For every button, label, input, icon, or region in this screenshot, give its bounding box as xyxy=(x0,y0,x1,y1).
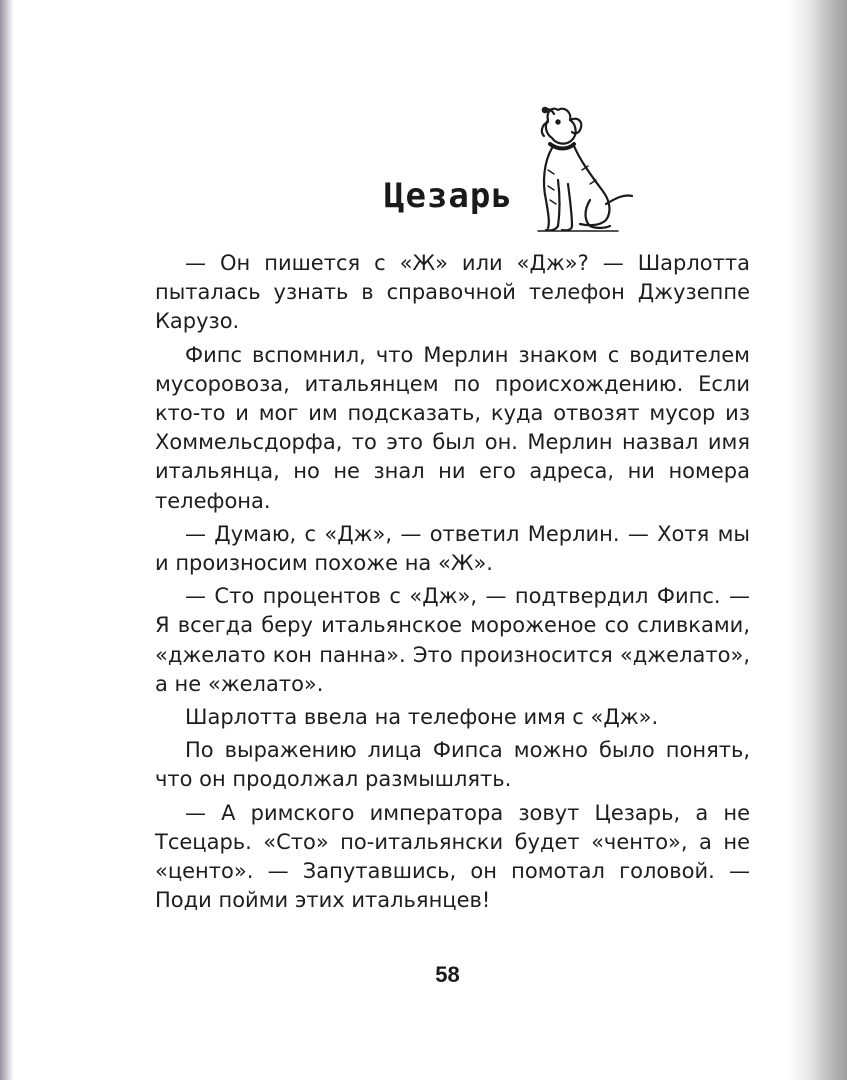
paragraph: — Он пишется с «Ж» или «Дж»? — Шарлотта пыталась узнать в справочной телефон Джузеппе Карузо. xyxy=(155,251,750,334)
paragraph: — А римского императора зовут Цезарь, а не Тсецарь. «Сто» по-итальянски будет «ченто», а не «центо». — Запутавшись, он помотал головой. — Поди пойми этих итальянцев! xyxy=(155,800,750,913)
paragraph: По выражению лица Фипса можно было понять, что он продолжал размышлять. xyxy=(155,738,750,792)
page-edge-left xyxy=(0,0,14,1080)
chapter-title: Цезарь xyxy=(384,176,513,216)
paragraph: — Сто процентов с «Дж», — подтвердил Фипс. — Я всегда беру итальянское мороженое со сливками, «джелато кон панна». Это произносится «джелато», а не «желато». xyxy=(155,584,750,696)
page-number: 58 xyxy=(435,962,460,987)
paragraph: Шарлотта ввела на телефоне имя с «Дж». xyxy=(185,705,659,730)
paragraph: Фипс вспомнил, что Мерлин знаком с водителем мусоровоза, итальянцем по происхождению. Если кто-то и мог им подсказать, куда отвозят мусор из Хоммельсдорфа, то это был он. Мерлин назвал имя итальянца, но не знал ни его адреса, ни номера телефона. xyxy=(155,342,750,513)
body-text xyxy=(155,249,750,919)
dog-illustration xyxy=(518,100,638,235)
paragraph: — Думаю, с «Дж», — ответил Мерлин. — Хотя мы и произносим похоже на «Ж». xyxy=(155,521,750,576)
page-edge-right xyxy=(787,0,847,1080)
